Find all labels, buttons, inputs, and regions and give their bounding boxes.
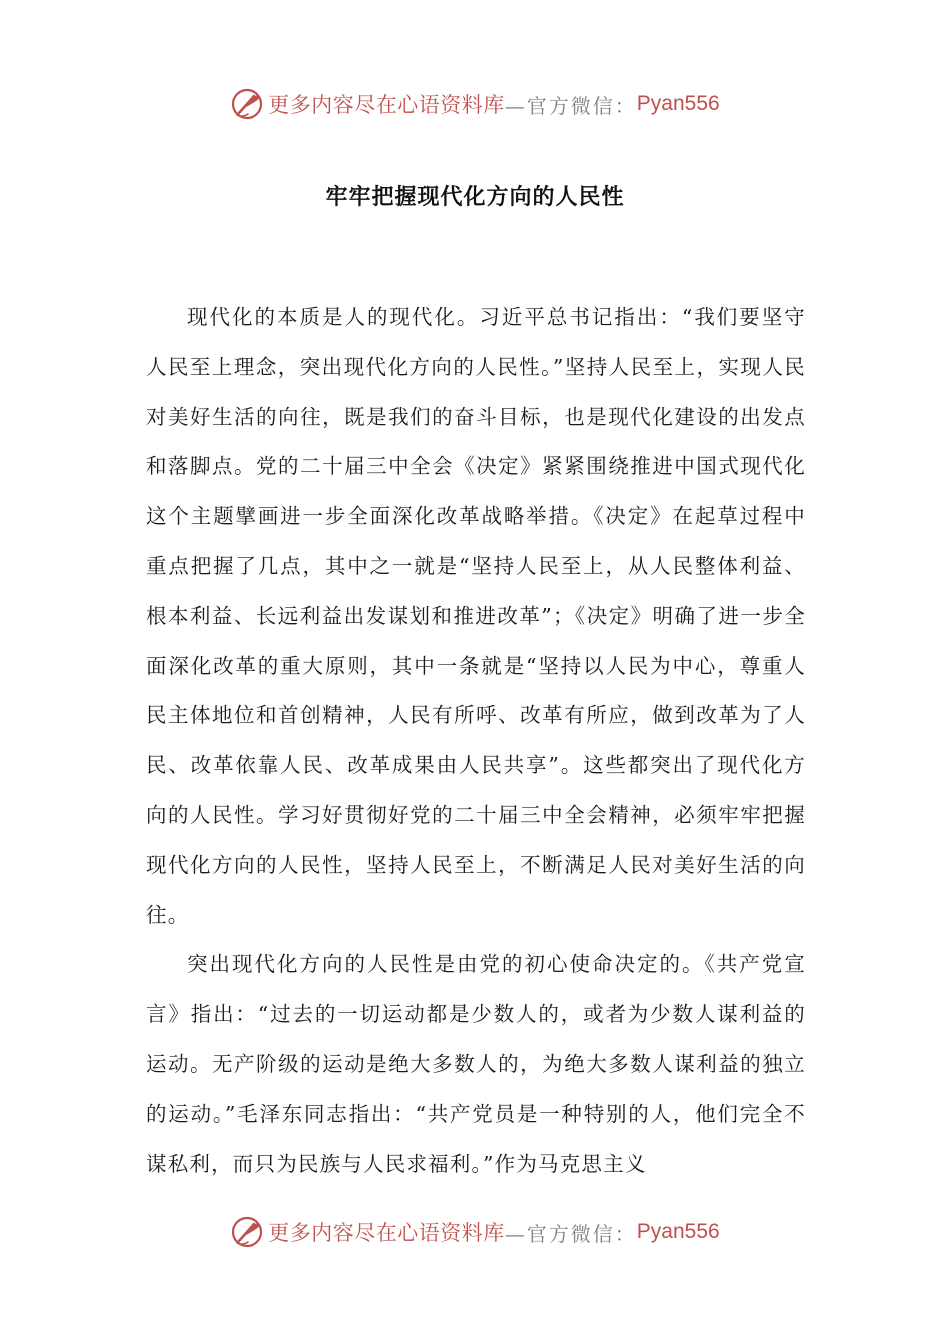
footer-wechat-id: Pyan556 (636, 1220, 720, 1243)
paragraph-2: 突出现代化方向的人民性是由党的初心使命决定的。《共产党宣言》指出：“过去的一切运动都是少数人的，或者为少数人谋利益的运动。无产阶级的运动是绝大多数人的，为绝大多数人谋利益的独立的运动。”毛泽东同志指出：“共产党员是一种特别的人，他们完全不谋私利，而只为民族与人民求福利。”作为马克思主义 (146, 952, 806, 1176)
header-wechat-label: —官方微信： (504, 93, 637, 118)
quill-logo-icon (230, 1215, 264, 1249)
quill-logo-icon (230, 87, 264, 121)
header-promo-text: 更多内容尽在心语资料库 (268, 93, 505, 117)
footer-wechat-label: —官方微信： (504, 1221, 637, 1246)
document-body (146, 293, 806, 1189)
header-wechat-id: Pyan556 (636, 92, 720, 115)
footer-promo-text: 更多内容尽在心语资料库 (268, 1221, 505, 1245)
footer-banner (0, 1210, 950, 1254)
paragraph-1: 现代化的本质是人的现代化。习近平总书记指出：“我们要坚守人民至上理念，突出现代化方向的人民性。”坚持人民至上，实现人民对美好生活的向往，既是我们的奋斗目标，也是现代化建设的出发点和落脚点。党的二十届三中全会《决定》紧紧围绕推进中国式现代化这个主题擘画进一步全面深化改革战略举措。《决定》在起草过程中重点把握了几点，其中之一就是“坚持人民至上，从人民整体利益、根本利益、长远利益出发谋划和推进改革”；《决定》明确了进一步全面深化改革的重大原则，其中一条就是“坚持以人民为中心，尊重人民主体地位和首创精神，人民有所呼、改革有所应，做到改革为了人民、改革依靠人民、改革成果由人民共享”。这些都突出了现代化方向的人民性。学习好贯彻好党的二十届三中全会精神，必须牢牢把握现代化方向的人民性，坚持人民至上，不断满足人民对美好生活的向往。 (146, 305, 806, 927)
header-banner (0, 82, 950, 126)
document-title: 牢牢把握现代化方向的人民性 (325, 185, 625, 210)
